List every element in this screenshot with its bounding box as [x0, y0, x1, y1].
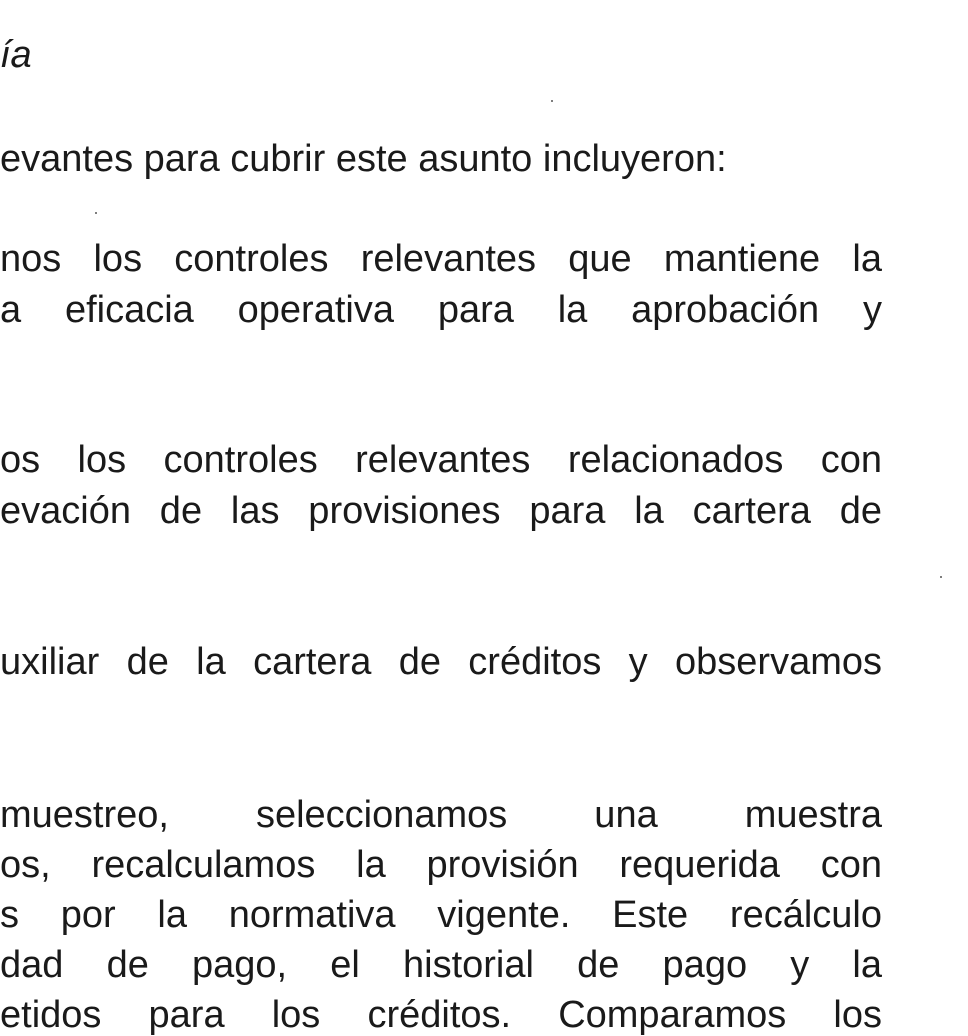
paragraph-1-line-1: nos los controles relevantes que mantiene la: [0, 238, 882, 280]
paragraph-4-line-5: etidos para los créditos. Comparamos los: [0, 994, 882, 1036]
paragraph-4-line-3: s por la normativa vigente. Este recálculo: [0, 894, 882, 936]
paragraph-4-line-1: muestreo, seleccionamos una muestra: [0, 794, 882, 836]
section-heading-fragment: ía: [0, 34, 32, 76]
paragraph-4-line-2: os, recalculamos la provisión requerida con: [0, 844, 882, 886]
paragraph-3-line-1: uxiliar de la cartera de créditos y observamos: [0, 641, 882, 683]
scan-speck: [95, 212, 97, 214]
paragraph-4-line-4: dad de pago, el historial de pago y la: [0, 944, 882, 986]
scan-speck: [551, 100, 553, 102]
paragraph-2-line-2: evación de las provisiones para la cartera de: [0, 490, 882, 532]
paragraph-2-line-1: os los controles relevantes relacionados con: [0, 439, 882, 481]
paragraph-1-line-2: a eficacia operativa para la aprobación y: [0, 289, 882, 331]
scan-speck: [940, 576, 942, 578]
intro-line: evantes para cubrir este asunto incluyeron:: [0, 138, 727, 180]
